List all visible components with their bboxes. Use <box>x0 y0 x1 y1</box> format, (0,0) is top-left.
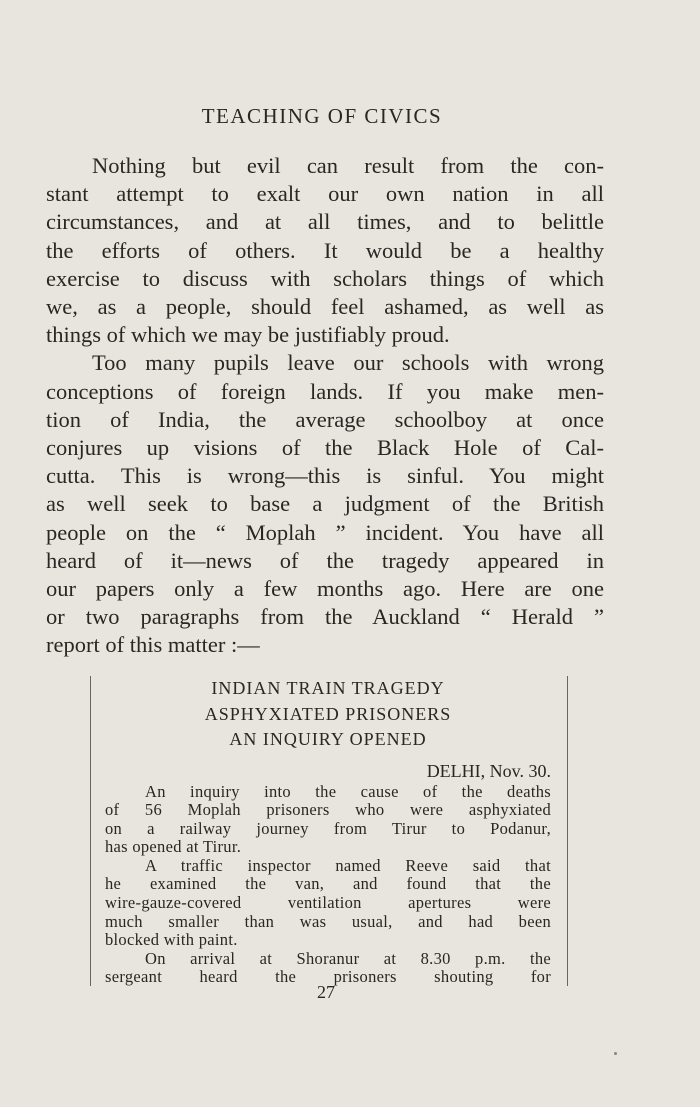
text-line: circumstances, and at all times, and to belittle <box>46 209 604 235</box>
newspaper-quote <box>90 676 568 986</box>
text-line: conjures up visions of the Black Hole of Cal- <box>46 435 604 461</box>
text-line: our papers only a few months ago. Here are one <box>46 576 604 602</box>
quote-content <box>105 676 551 987</box>
text-line: cutta. This is wrong—this is sinful. You might <box>46 463 604 489</box>
quote-body <box>105 783 551 988</box>
text-line: Nothing but evil can result from the con- <box>92 153 604 178</box>
page-number: 27 <box>317 982 335 1002</box>
quote-line: wire-gauze-covered ventilation apertures were <box>105 893 551 913</box>
text-line: or two paragraphs from the Auckland “ Herald ” <box>46 604 604 630</box>
text-line: report of this matter :— <box>46 632 260 658</box>
paper-speck <box>614 1052 617 1055</box>
quote-line: blocked with paint. <box>105 930 238 950</box>
text-line: things of which we may be justifiably proud. <box>46 322 450 348</box>
text-line: heard of it—news of the tragedy appeared in <box>46 547 604 573</box>
quote-line: sergeant heard the prisoners shouting for <box>105 967 551 987</box>
text-line: conceptions of foreign lands. If you make men- <box>46 378 604 404</box>
text-line: people on the “ Moplah ” incident. You have all <box>46 519 604 545</box>
main-text <box>46 152 604 660</box>
quote-line: has opened at Tirur. <box>105 837 242 857</box>
quote-line: On arrival at Shoranur at 8.30 p.m. the <box>145 948 551 968</box>
quote-headline-1: INDIAN TRAIN TRAGEDY <box>211 678 445 698</box>
text-line: the efforts of others. It would be a healthy <box>46 237 604 263</box>
text-line: Too many pupils leave our schools with wrong <box>92 350 604 376</box>
text-line: we, as a people, should feel ashamed, as well as <box>46 294 604 320</box>
quote-headline-2: ASPHYXIATED PRISONERS <box>204 703 452 724</box>
paragraph-1 <box>46 152 604 349</box>
quote-line: he examined the van, and found that the <box>105 874 551 894</box>
quote-line: An inquiry into the cause of the deaths <box>145 781 551 801</box>
quote-line: of 56 Moplah prisoners who were asphyxiated <box>105 800 551 820</box>
text-line: as well seek to base a judgment of the British <box>46 491 604 517</box>
text-line: tion of India, the average schoolboy at once <box>46 406 604 432</box>
text-line: exercise to discuss with scholars things of which <box>46 265 604 291</box>
quote-line: much smaller than was usual, and had been <box>105 911 551 931</box>
text-line: stant attempt to exalt our own nation in all <box>46 181 604 207</box>
paragraph-2 <box>46 349 604 659</box>
quote-line: on a railway journey from Tirur to Podanur, <box>105 818 551 838</box>
quote-headline-3: AN INQUIRY OPENED <box>229 729 427 749</box>
quote-line: A traffic inspector named Reeve said that <box>145 855 551 875</box>
quote-dateline: DELHI, Nov. 30. <box>426 760 551 781</box>
running-head: TEACHING OF CIVICS <box>201 104 443 128</box>
